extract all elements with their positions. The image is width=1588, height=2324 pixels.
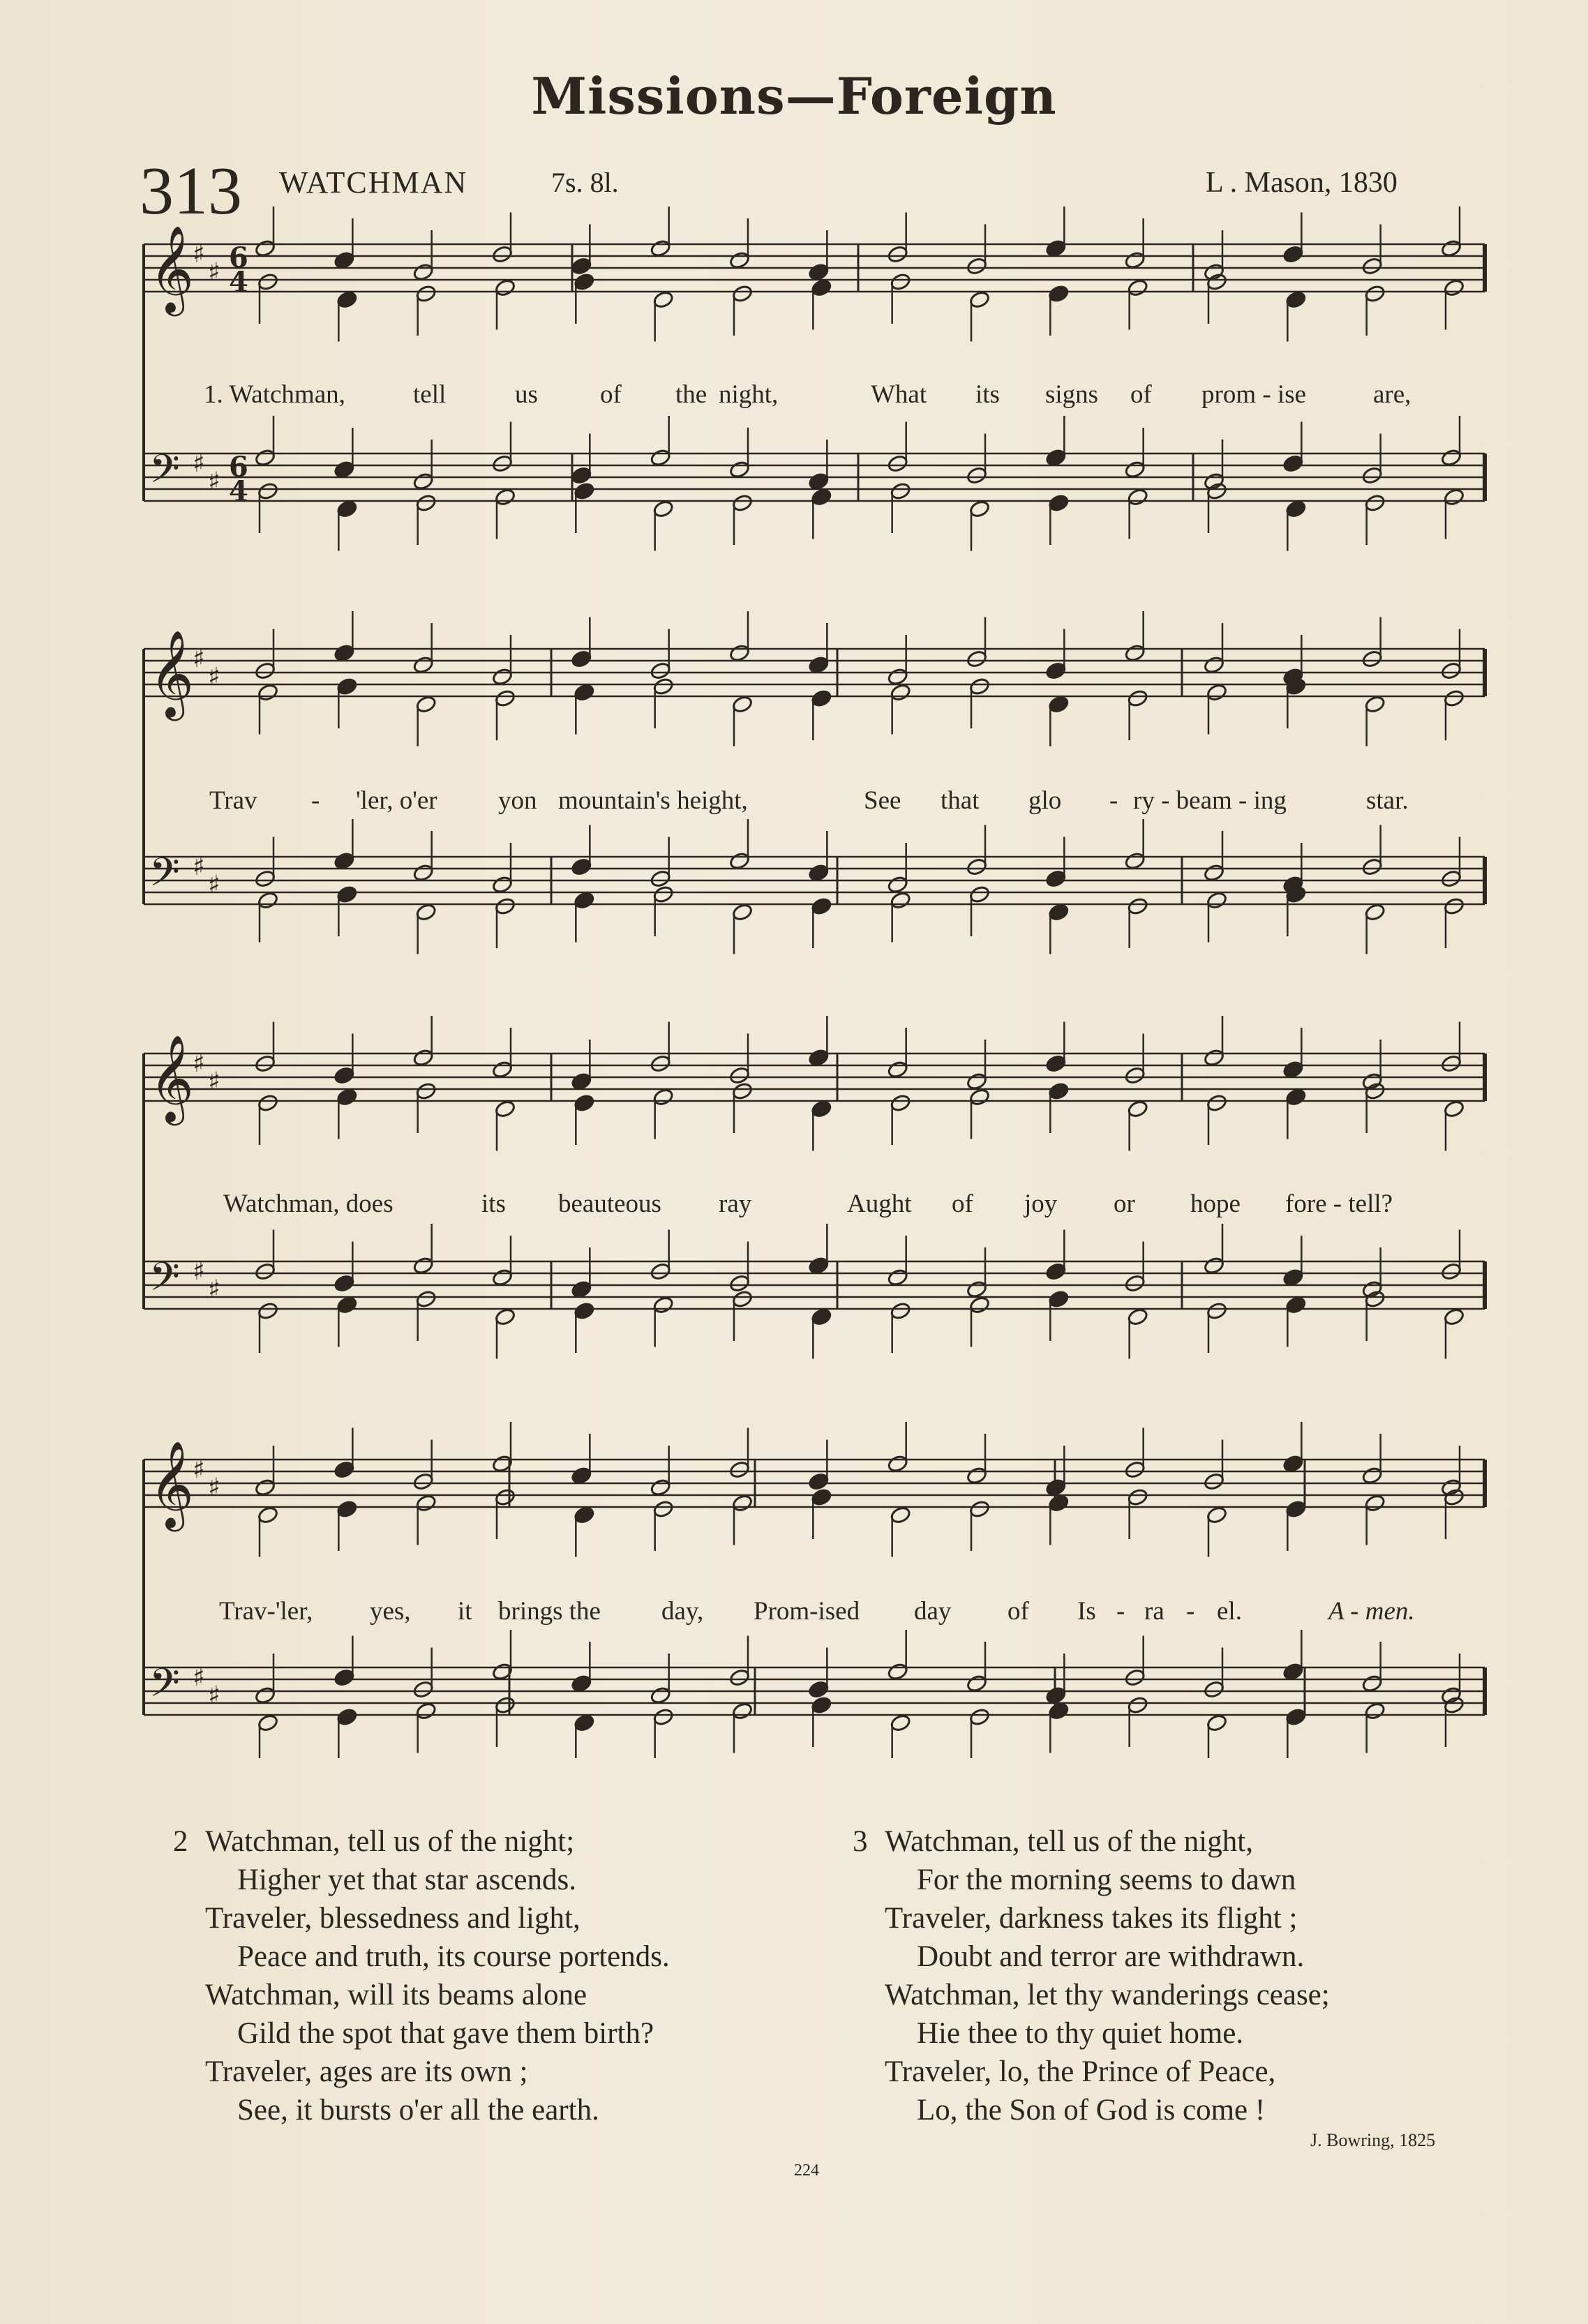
lyric-word: prom - ise: [1201, 380, 1307, 409]
bass-clef-icon: 𝄢: [149, 1254, 180, 1310]
page-number: 224: [794, 2161, 819, 2180]
lyric-word: it: [458, 1597, 472, 1626]
treble-clef-icon: 𝄞: [149, 225, 194, 313]
lyric-word: Watchman, does: [223, 1190, 394, 1218]
lyric-word: that: [941, 786, 980, 815]
sharp-icon: ♯: [208, 1275, 220, 1304]
lyric-word: -: [311, 786, 320, 815]
sharp-icon: ♯: [208, 663, 220, 691]
lyric-word: are,: [1373, 380, 1411, 409]
verse-line: Gild the spot that gave them birth?: [237, 2017, 654, 2050]
bass-clef-icon: 𝄢: [149, 850, 180, 905]
sharp-icon: ♯: [208, 467, 220, 496]
sharp-icon: ♯: [193, 645, 205, 673]
verse-line: Watchman, tell us of the night,: [885, 1825, 1253, 1858]
sharp-icon: ♯: [193, 449, 205, 478]
lyric-word: signs: [1045, 380, 1099, 409]
bass-clef-icon: 𝄢: [149, 447, 180, 502]
lyric-word: us: [515, 380, 538, 409]
verse-line: Traveler, lo, the Prince of Peace,: [885, 2055, 1276, 2088]
lyric-word: of: [600, 380, 622, 409]
bass-clef-icon: 𝄢: [149, 1660, 180, 1716]
verse-line: Higher yet that star ascends.: [237, 1864, 576, 1896]
lyric-word: day: [914, 1597, 952, 1626]
lyric-word: tell: [413, 380, 447, 409]
verse-3: [853, 1822, 1330, 2129]
lyric-word: fore - tell?: [1285, 1190, 1393, 1218]
verse-line: See, it bursts o'er all the earth.: [237, 2094, 599, 2127]
sharp-icon: ♯: [193, 1049, 205, 1078]
verse-line: Watchman, will its beams alone: [205, 1979, 587, 2011]
time-signature: 4: [229, 475, 248, 508]
lyric-word: of: [952, 1190, 973, 1218]
lyric-word: joy: [1024, 1190, 1058, 1218]
lyric-line-3: [0, 1189, 1588, 1224]
verse-line: Doubt and terror are withdrawn.: [917, 1940, 1305, 1973]
lyric-word: day,: [661, 1597, 704, 1626]
lyric-word: -: [1186, 1597, 1195, 1626]
treble-clef-icon: 𝄞: [149, 630, 194, 717]
lyric-word: brings the: [498, 1597, 601, 1626]
time-signature: 6: [229, 241, 248, 274]
lyric-word: Prom-ised: [754, 1597, 860, 1626]
lyric-line-2: [0, 786, 1588, 820]
lyric-word: its: [975, 380, 1000, 409]
sharp-icon: ♯: [193, 1257, 205, 1286]
sharp-icon: ♯: [208, 1681, 220, 1710]
verse-line: Traveler, blessedness and light,: [205, 1902, 580, 1935]
section-title: Missions—Foreign: [531, 66, 1057, 126]
lyric-word: 1. Watchman,: [204, 380, 345, 409]
lyric-word: hope: [1190, 1190, 1241, 1218]
lyric-word: or: [1114, 1190, 1135, 1218]
sharp-icon: ♯: [208, 871, 220, 899]
lyric-word: Trav: [209, 786, 257, 815]
tune-name: WATCHMAN: [279, 165, 468, 200]
lyric-word: 'ler, o'er: [356, 786, 437, 815]
composer: L . Mason, 1830: [1206, 167, 1398, 199]
verse-line: Traveler, ages are its own ;: [205, 2055, 528, 2088]
lyric-word: See: [864, 786, 901, 815]
lyric-word: the: [675, 380, 707, 409]
lyric-line-1: [0, 380, 1588, 414]
lyric-word: ra: [1144, 1597, 1164, 1626]
lyric-word: ry - beam - ing: [1133, 786, 1287, 815]
sharp-icon: ♯: [193, 1455, 205, 1484]
verse-line: Hie thee to thy quiet home.: [917, 2017, 1244, 2050]
verse-line: Traveler, darkness takes its flight ;: [885, 1902, 1298, 1935]
lyric-word: of: [1130, 380, 1152, 409]
verse-line: Peace and truth, its course portends.: [237, 1940, 670, 1973]
lyric-word: Trav-'ler,: [219, 1597, 313, 1626]
verse-line: Lo, the Son of God is come !: [917, 2094, 1266, 2127]
lyric-word: What: [871, 380, 927, 409]
sharp-icon: ♯: [193, 240, 205, 269]
lyric-word: beauteous: [558, 1190, 661, 1218]
lyric-word: star.: [1366, 786, 1409, 815]
lyric-word: yes,: [370, 1597, 411, 1626]
verse-number: 2: [173, 1825, 188, 1858]
lyric-word: ray: [719, 1190, 752, 1218]
time-signature: 6: [229, 451, 248, 483]
lyric-word: -: [1109, 786, 1118, 815]
lyric-word: Is: [1077, 1597, 1096, 1626]
lyric-word: its: [481, 1190, 506, 1218]
verse-number: 3: [853, 1825, 868, 1858]
author-credit: J. Bowring, 1825: [1310, 2130, 1436, 2150]
meter: 7s. 8l.: [551, 167, 619, 198]
sharp-icon: ♯: [193, 1663, 205, 1692]
lyric-line-4: [0, 1596, 1588, 1631]
sharp-icon: ♯: [193, 853, 205, 881]
lyric-word: el.: [1217, 1597, 1242, 1626]
verse-line: For the morning seems to dawn: [917, 1864, 1296, 1896]
treble-clef-icon: 𝄞: [149, 1035, 194, 1122]
time-signature: 4: [229, 266, 248, 299]
verse-line: Watchman, tell us of the night;: [205, 1825, 575, 1858]
sharp-icon: ♯: [208, 1067, 220, 1096]
lyric-word: glo: [1028, 786, 1062, 815]
verse-2: [173, 1822, 670, 2129]
lyric-word: of: [1008, 1597, 1029, 1626]
sharp-icon: ♯: [208, 258, 220, 287]
treble-clef-icon: 𝄞: [149, 1441, 194, 1528]
lyric-word: yon: [498, 786, 537, 815]
amen-word: A - men.: [1328, 1597, 1415, 1626]
lyric-word: Aught: [847, 1190, 912, 1218]
lyric-word: -: [1116, 1597, 1125, 1626]
hymn-number: 313: [140, 153, 242, 229]
verse-line: Watchman, let thy wanderings cease;: [885, 1979, 1330, 2011]
lyric-word: night,: [719, 380, 779, 409]
lyric-word: mountain's height,: [558, 786, 748, 815]
sharp-icon: ♯: [208, 1474, 220, 1502]
